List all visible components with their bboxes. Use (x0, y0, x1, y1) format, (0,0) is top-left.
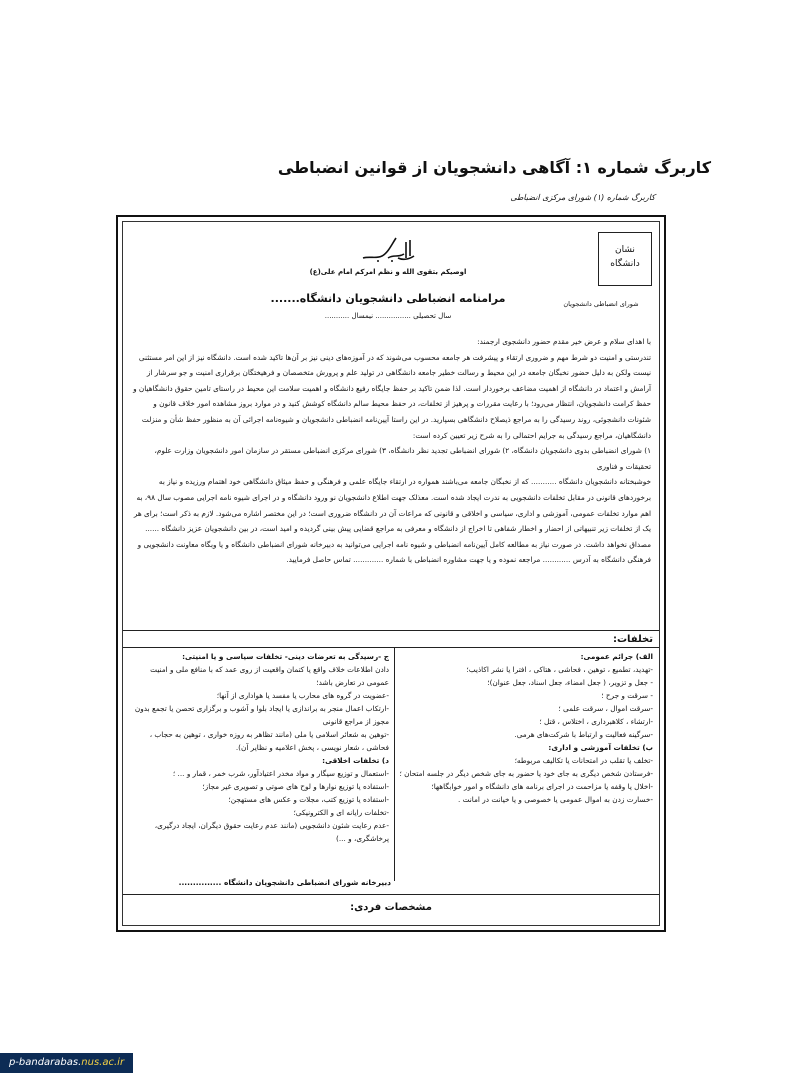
site-domain-badge[interactable] (0, 1053, 133, 1073)
section-heading: ج -رسیدگی به تعرضات دینی- تخلفات سیاسی و یا امنیتی: (182, 652, 389, 661)
form-frame (116, 215, 666, 932)
domain-part: p-bandarabas. (8, 1057, 82, 1068)
violations-left-column (129, 650, 389, 845)
list-item: - سرقت و جرح ؛ (601, 691, 653, 700)
list-item: -تخلف یا تقلب در امتحانات یا تکالیف مربوطه؛ (514, 756, 653, 765)
paragraph: تندرستی و امنیت دو شرط مهم و ضروری ارتقاء و پیشرفت هر جامعه محسوب می‌شوند که در آموزه‌های دینی نیز بر آن‌ها تاکید شده است. دانشگاه نیز از این امر مستثنی نیست ولکن به دلیل حضور نخبگان جامعه در این محیط و رسالت خطیر جامعه دانشگاهی در تولید علم و پرورش متخصصان و فرهیختگان برقراری امنیت و جو سرشار از آرامش و اعتماد در دانشگاه از اهمیت مضاعف برخوردار است. لذا ضمن تاکید بر حفظ جایگاه رفیع دانشگاه و اهمیت سلامت این محیط در راستای تامین حقوق دانشگاهیان و حفظ کرامت دانشجویان، انتظار می‌رود؛ با رعایت مقررات و پرهیز از تخلفات، در حفظ محیط سالم دانشگاه کوشش کنید و در موارد بروز مشاهده امور خلاف قانون و شئونات دانشجوئی، روند رسیدگی را به مراجع ذیصلاح دانشگاهی بسپارید. در این راستا آیین‌نامه انضباطی دانشجویان و شیوه‌نامه اجرائی آن به منظور حفظ شأن و منزلت دانشگاهیان، مراجع رسیدگی به جرایم احتمالی را به شرح زیر تعیین کرده است: (133, 352, 651, 440)
list-item: - جعل و تزویر، ( جعل امضاء، جعل اسناد، جعل عنوان)؛ (487, 678, 653, 687)
paragraph: خوشبختانه دانشجویان دانشگاه ........... که از نخبگان جامعه می‌باشند همواره در ارتقاء جایگاه علمی و فرهنگی و حفظ میثاق دانشگاهی خود اهتمام ورزیده و نیاز به برخوردهای قانونی در مقابل تخلفات دانشجویی به ندرت ایجاد شده است. معذلک جهت اطلاع دانشجویان نو ورود دانشگاه و در اجرای شیوه نامه اجرایی مصوب سال ۹۸، به اهم موارد تخلفات عمومی، آموزشی و اداری، سیاسی و اخلاقی و قانونی که مراعات آن در دانشگاه ضروری است؛ در این مختصر اشاره می‌شود. لازم به ذکر است؛ برای هر یک از تخلفات زیر تنبیهاتی از احضار و اخطار شفاهی تا اخراج از دانشگاه و معرفی به مراجع قضایی پیش بینی گردیده و امید است، در بین دانشجویان عزیز دانشگاه ...... مصداق نخواهد داشت. در صورت نیاز به مطالعه کامل آیین‌نامه انضباطی و شیوه نامه اجرایی می‌توانید به دبیرخانه شورای انضباطی دانشگاه و یا وبگاه معاونت دانشجویی و فرهنگی دانشگاه به آدرس ............ مراجعه نموده و یا جهت مشاوره انضباطی با شماره ............. تماس حاصل فرمایید. (133, 477, 651, 565)
page-title: کاربرگ شماره ۱: آگاهی دانشجویان از قوانین انضباطی (277, 158, 711, 177)
list-item: -ارتشاء ، کلاهبرداری ، اختلاس ، قتل ؛ (539, 717, 653, 726)
list-item: -سرقت اموال ، سرقت علمی ؛ (558, 704, 653, 713)
list-item: -استفاده یا توزیع کتب، مجلات و عکس های مستهجن؛ (228, 795, 389, 804)
form-inner-border (122, 221, 660, 926)
section-heading: ب) تخلفات آموزشی و اداری: (548, 743, 653, 752)
bismillah-calligraphy-icon (358, 234, 418, 264)
list-item: -فرستادن شخص دیگری به جای خود یا حضور به جای شخص دیگر در جلسه امتحان ؛ (399, 769, 653, 778)
council-label: شورای انضباطی دانشجویان (563, 300, 639, 308)
list-item: -عدم رعایت شئون دانشجویی (مانند عدم رعایت حقوق دیگران، ایجاد درگیری، پرخاشگری، و ...) (154, 821, 389, 843)
list-item: -استفاده یا توزیع نوارها و لوح های صوتی و تصویری غیر مجاز؛ (202, 782, 389, 791)
list-item: -اخلال یا وقفه یا مزاحمت در اجرای برنامه های دانشگاه و امور خوابگاهها؛ (431, 782, 653, 791)
list-item: -توهین به شعائر اسلامی یا ملی (مانند تظاهر به روزه خواری ، توهین به حجاب ، فحاشی ، شعار نویسی ، پخش اعلامیه و نظایر آن). (149, 730, 389, 752)
academic-year-line: سال تحصیلی ................ نیمسال ........... (324, 312, 452, 320)
list-item: -خسارت زدن به اموال عمومی یا خصوصی و یا خیانت در امانت . (457, 795, 653, 804)
list-item: -استعمال و توزیع سیگار و مواد مخدر اعتیادآور، شرب خمر ، قمار و ... ؛ (172, 769, 389, 778)
university-logo-box: نشان دانشگاه (598, 232, 652, 286)
violations-right-column (393, 650, 653, 806)
divider (123, 894, 659, 895)
list-item: -تخلفات رایانه ای و الکترونیکی؛ (293, 808, 389, 817)
list-item: -تهدید، تطمیع ، توهین ، فحاشی ، هتاکی ، افترا یا نشر اکاذیب؛ (466, 665, 653, 674)
list-item: -عضویت در گروه های محارب یا مفسد یا هواداری از آنها؛ (216, 691, 389, 700)
list-item: دادن اطلاعات خلاف واقع یا کتمان واقعیت از روی عمد که با منافع ملی و امنیت عمومی در تعارض باشد؛ (150, 665, 389, 687)
domain-part-highlight: nus.ac.ir (81, 1057, 125, 1068)
divider (123, 647, 659, 648)
list-item: -سرگینه فعالیت و ارتباط با شرکت‌های هرمی. (514, 730, 653, 739)
list-item: -ارتکاب اعمال منجر به براندازی یا ایجاد بلوا و آشوب و برگزاری تحصن یا تجمع بدون مجوز از مراجع قانونی (134, 704, 389, 726)
page-subtitle: کاربرگ شماره (۱) شورای مرکزی انضباطی (510, 193, 655, 202)
secretariat-signature: دبیرخانه شورای انضباطی دانشجویان دانشگاه ............... (178, 878, 391, 887)
section-heading: د) تخلفات اخلاقی: (322, 756, 389, 765)
paragraph: ۱) شورای انضباطی بدوی دانشجویان دانشگاه، ۲) شورای انضباطی تجدید نظر دانشگاه، ۳) شورای مرکزی انضباطی مستقر در سازمان امور دانشجویان وزارت علوم، تحقیقات و فناوری (154, 446, 651, 471)
divider (123, 630, 659, 631)
hadith-quote: اوصیکم بتقوی الله و نظم امرکم امام علی(ع) (309, 268, 467, 276)
violations-heading: تخلفات: (612, 634, 653, 645)
intro-body (131, 334, 651, 568)
document-title: مرامنامه انضباطی دانشجویان دانشگاه....... (270, 292, 506, 305)
section-heading: الف) جرائم عمومی: (580, 652, 653, 661)
paragraph: با اهدای سلام و عرض خیر مقدم حضور دانشجوی ارجمند: (477, 337, 651, 346)
personal-info-heading: مشخصات فردی: (350, 902, 432, 913)
